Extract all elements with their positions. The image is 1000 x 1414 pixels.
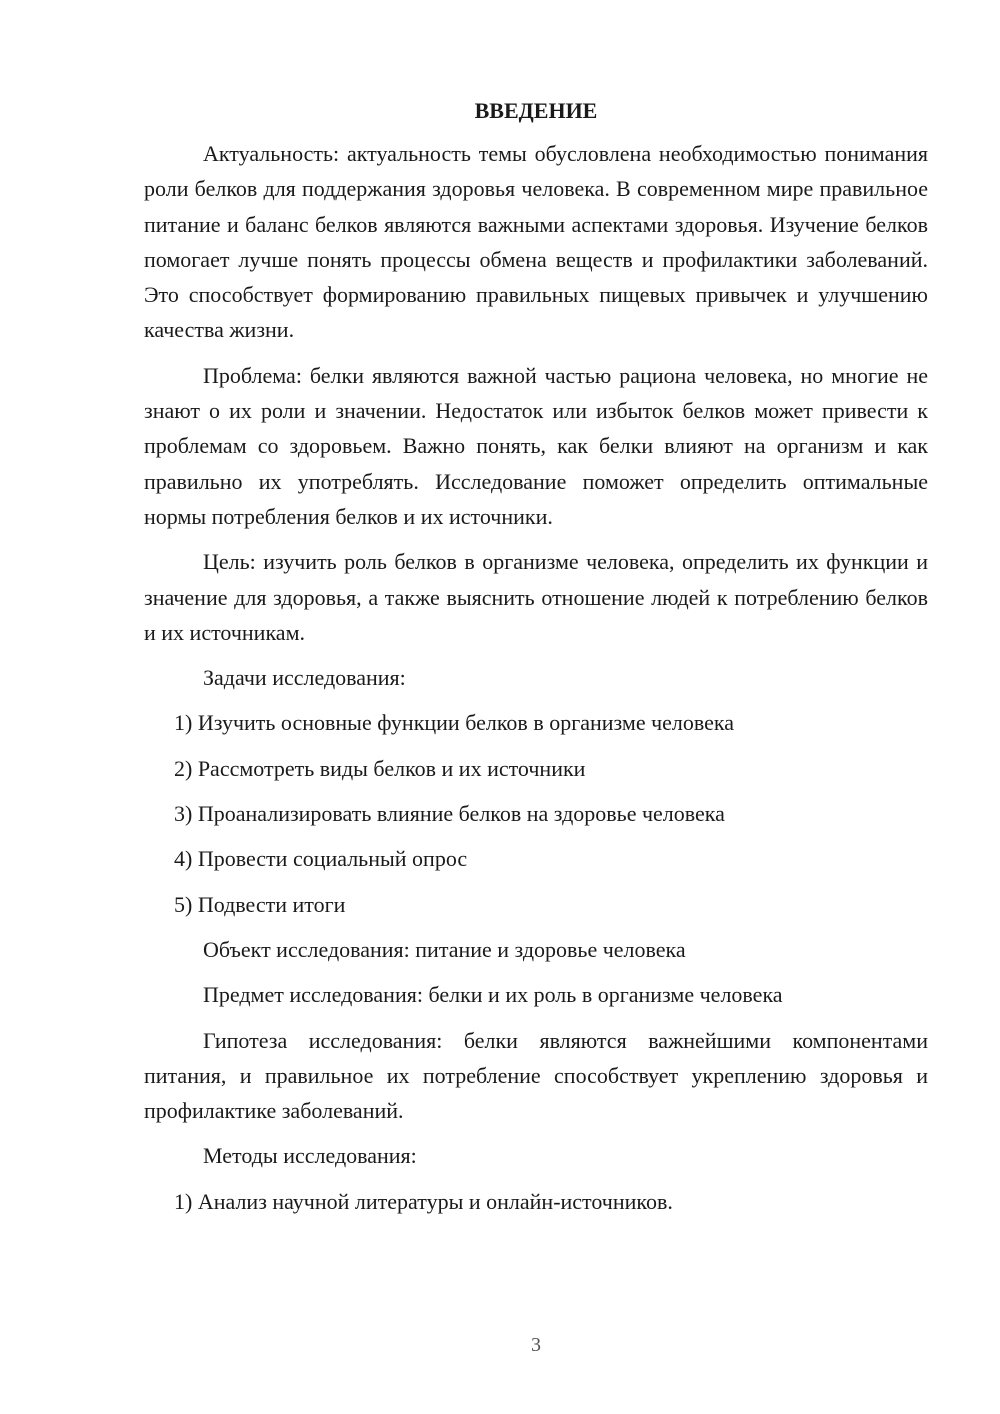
research-object: Объект исследования: питание и здоровье человека [203,936,686,962]
hypothesis-paragraph: Гипотеза исследования: белки являются важнейшими компонентами питания, и правильное их потребление способствует укреплению здоровья и профилактике заболеваний. [144,1027,928,1124]
task-item-3: 3) Проанализировать влияние белков на здоровье человека [174,801,725,827]
task-item-1: 1) Изучить основные функции белков в организме человека [174,710,735,736]
problem-paragraph: Проблема: белки являются важной частью рациона человека, но многие не знают о их роли и значении. Недостаток или избыток белков может привести к проблемам со здоровьем. Важно понять, как белки влияют на организм и как правильно их употреблять. Исследование поможет определить оптимальные нормы потребления белков и их источники. [144,362,928,529]
task-item-2: 2) Рассмотреть виды белков и их источники [174,755,586,781]
page-number: 3 [531,1334,541,1356]
task-item-4: 4) Провести социальный опрос [174,846,468,872]
page-title: ВВЕДЕНИЕ [474,98,598,123]
task-item-5: 5) Подвести итоги [174,891,346,917]
methods-heading: Методы исследования: [203,1143,417,1169]
method-item-1: 1) Анализ научной литературы и онлайн-источников. [174,1188,673,1214]
relevance-paragraph: Актуальность: актуальность темы обусловлена необходимостью понимания роли белков для поддержания здоровья человека. В современном мире правильное питание и баланс белков являются важными аспектами здоровья. Изучение белков помогает лучше понять процессы обмена веществ и профилактики заболеваний. Это способствует формированию правильных пищевых привычек и улучшению качества жизни. [144,141,928,343]
goal-paragraph: Цель: изучить роль белков в организме человека, определить их функции и значение для здоровья, а также выяснить отношение людей к потреблению белков и их источникам. [144,549,928,645]
page-content [144,93,928,1229]
tasks-heading: Задачи исследования: [203,665,406,691]
research-subject: Предмет исследования: белки и их роль в организме человека [203,982,783,1008]
